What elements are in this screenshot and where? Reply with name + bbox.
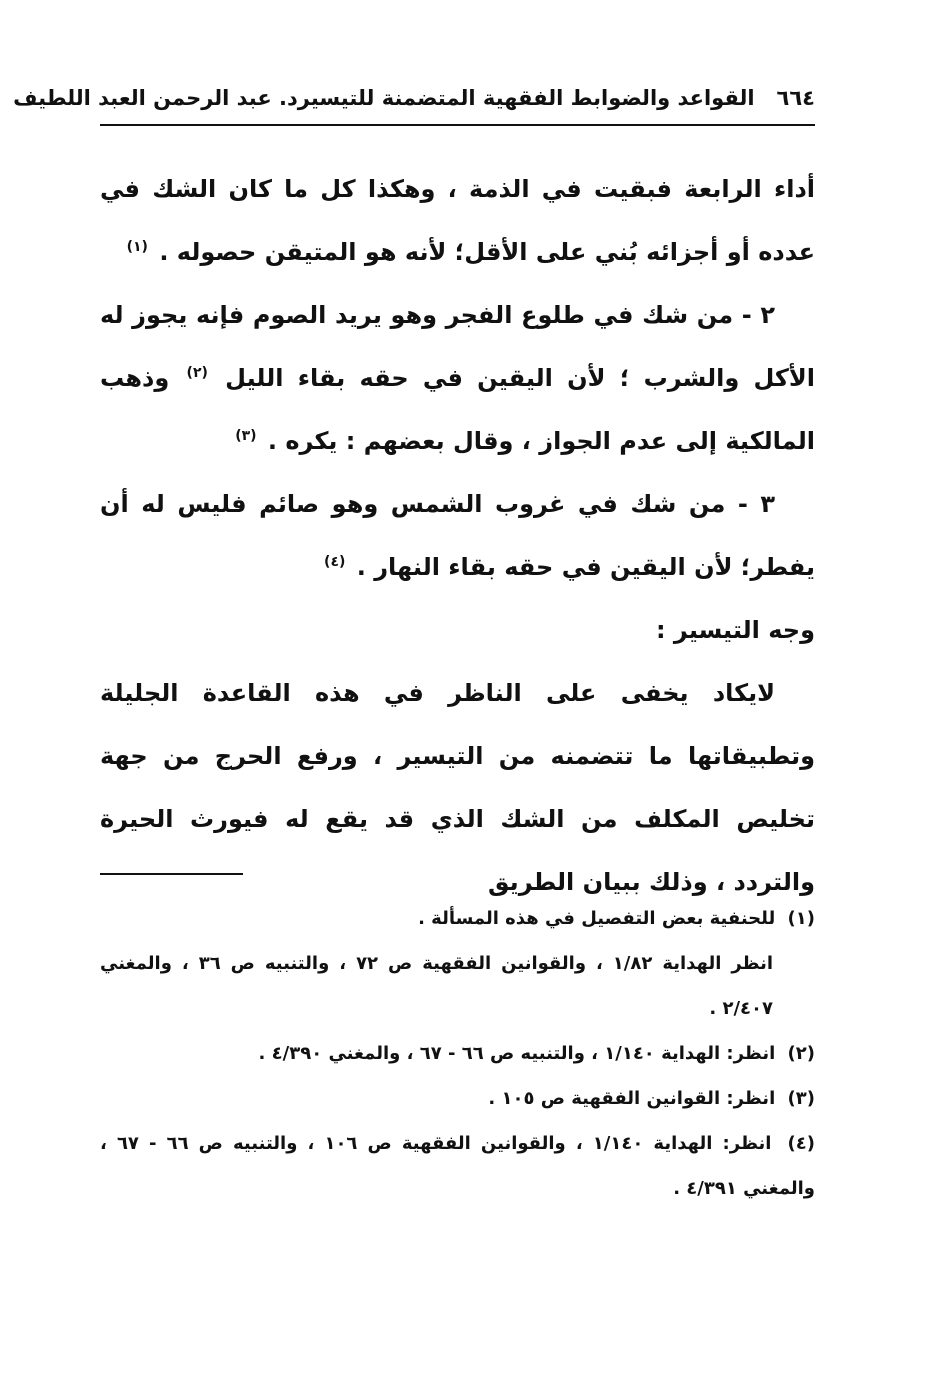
paragraph-2-text-a: ٢ - من شك في طلوع الفجر وهو يريد الصوم فإنه يجوز له الأكل والشرب ؛ لأن اليقين في حقه بقاء الليل — [100, 301, 815, 392]
paragraph-2-text-b: وذهب المالكية إلى عدم الجواز ، وقال بعضهم : يكره . — [100, 364, 815, 455]
footnote-1-references: انظر الهداية ١/٨٢ ، والقوانين الفقهية ص ٧٢ ، والتنبيه ص ٣٦ ، والمغني ٢/٤٠٧ . — [100, 953, 774, 1019]
footnote-2-number: (٢) — [787, 1043, 815, 1064]
paragraph-2 — [100, 284, 815, 473]
book-title: القواعد والضوابط الفقهية المتضمنة للتيسير — [297, 86, 755, 110]
footnote-2 — [100, 1031, 815, 1076]
paragraph-4: لايكاد يخفى على الناظر في هذه القاعدة الجليلة وتطبيقاتها ما تتضمنه من التيسير ، ورفع الحرج من جهة تخليص المكلف من الشك الذي قد يقع له فيورث الحيرة والتردد ، وذلك ببيان الطريق — [100, 679, 815, 896]
footnote-1-number: (١) — [787, 908, 815, 929]
paragraph-3 — [100, 473, 815, 599]
running-header — [13, 78, 815, 118]
footnote-3-text: انظر: القوانين الفقهية ص ١٠٥ . — [488, 1088, 776, 1109]
paragraph-3-text: ٣ - من شك في غروب الشمس وهو صائم فليس له أن يفطر؛ لأن اليقين في حقه بقاء النهار . — [100, 490, 815, 581]
footnote-4-number: (٤) — [787, 1133, 815, 1154]
page-number: ٦٦٤ — [776, 86, 815, 110]
paragraph-1-text: أداء الرابعة فبقيت في الذمة ، وهكذا كل ما كان الشك في عدده أو أجزائه بُني على الأقل؛ لأنه هو المتيقن حصوله . — [100, 175, 815, 266]
author-name: د. عبد الرحمن العبد اللطيف — [13, 86, 298, 110]
footnote-divider — [100, 873, 243, 875]
footnote-ref-2: (٢) — [186, 365, 208, 381]
header-divider — [100, 124, 815, 126]
book-page — [13, 60, 815, 1360]
footnotes — [100, 896, 815, 1211]
footnote-1-text: للحنفية بعض التفصيل في هذه المسألة . — [418, 908, 776, 929]
main-text — [100, 158, 815, 914]
footnote-4-text: انظر: الهداية ١/١٤٠ ، والقوانين الفقهية ص ١٠٦ ، والتنبيه ص ٦٦ - ٦٧ ، والمغني ٤/٣٩١ . — [100, 1133, 815, 1199]
footnote-3-number: (٣) — [787, 1088, 815, 1109]
paragraph-1 — [100, 158, 815, 284]
footnote-ref-1: (١) — [126, 239, 148, 255]
footnote-1 — [100, 896, 815, 941]
footnote-3 — [100, 1076, 815, 1121]
section-heading: وجه التيسير : — [655, 616, 815, 644]
footnote-4 — [100, 1121, 815, 1211]
footnote-ref-3: (٣) — [235, 428, 257, 444]
footnote-2-text: انظر: الهداية ١/١٤٠ ، والتنبيه ص ٦٦ - ٦٧ ، والمغني ٤/٣٩٠ . — [258, 1043, 776, 1064]
footnote-ref-4: (٤) — [324, 554, 346, 570]
